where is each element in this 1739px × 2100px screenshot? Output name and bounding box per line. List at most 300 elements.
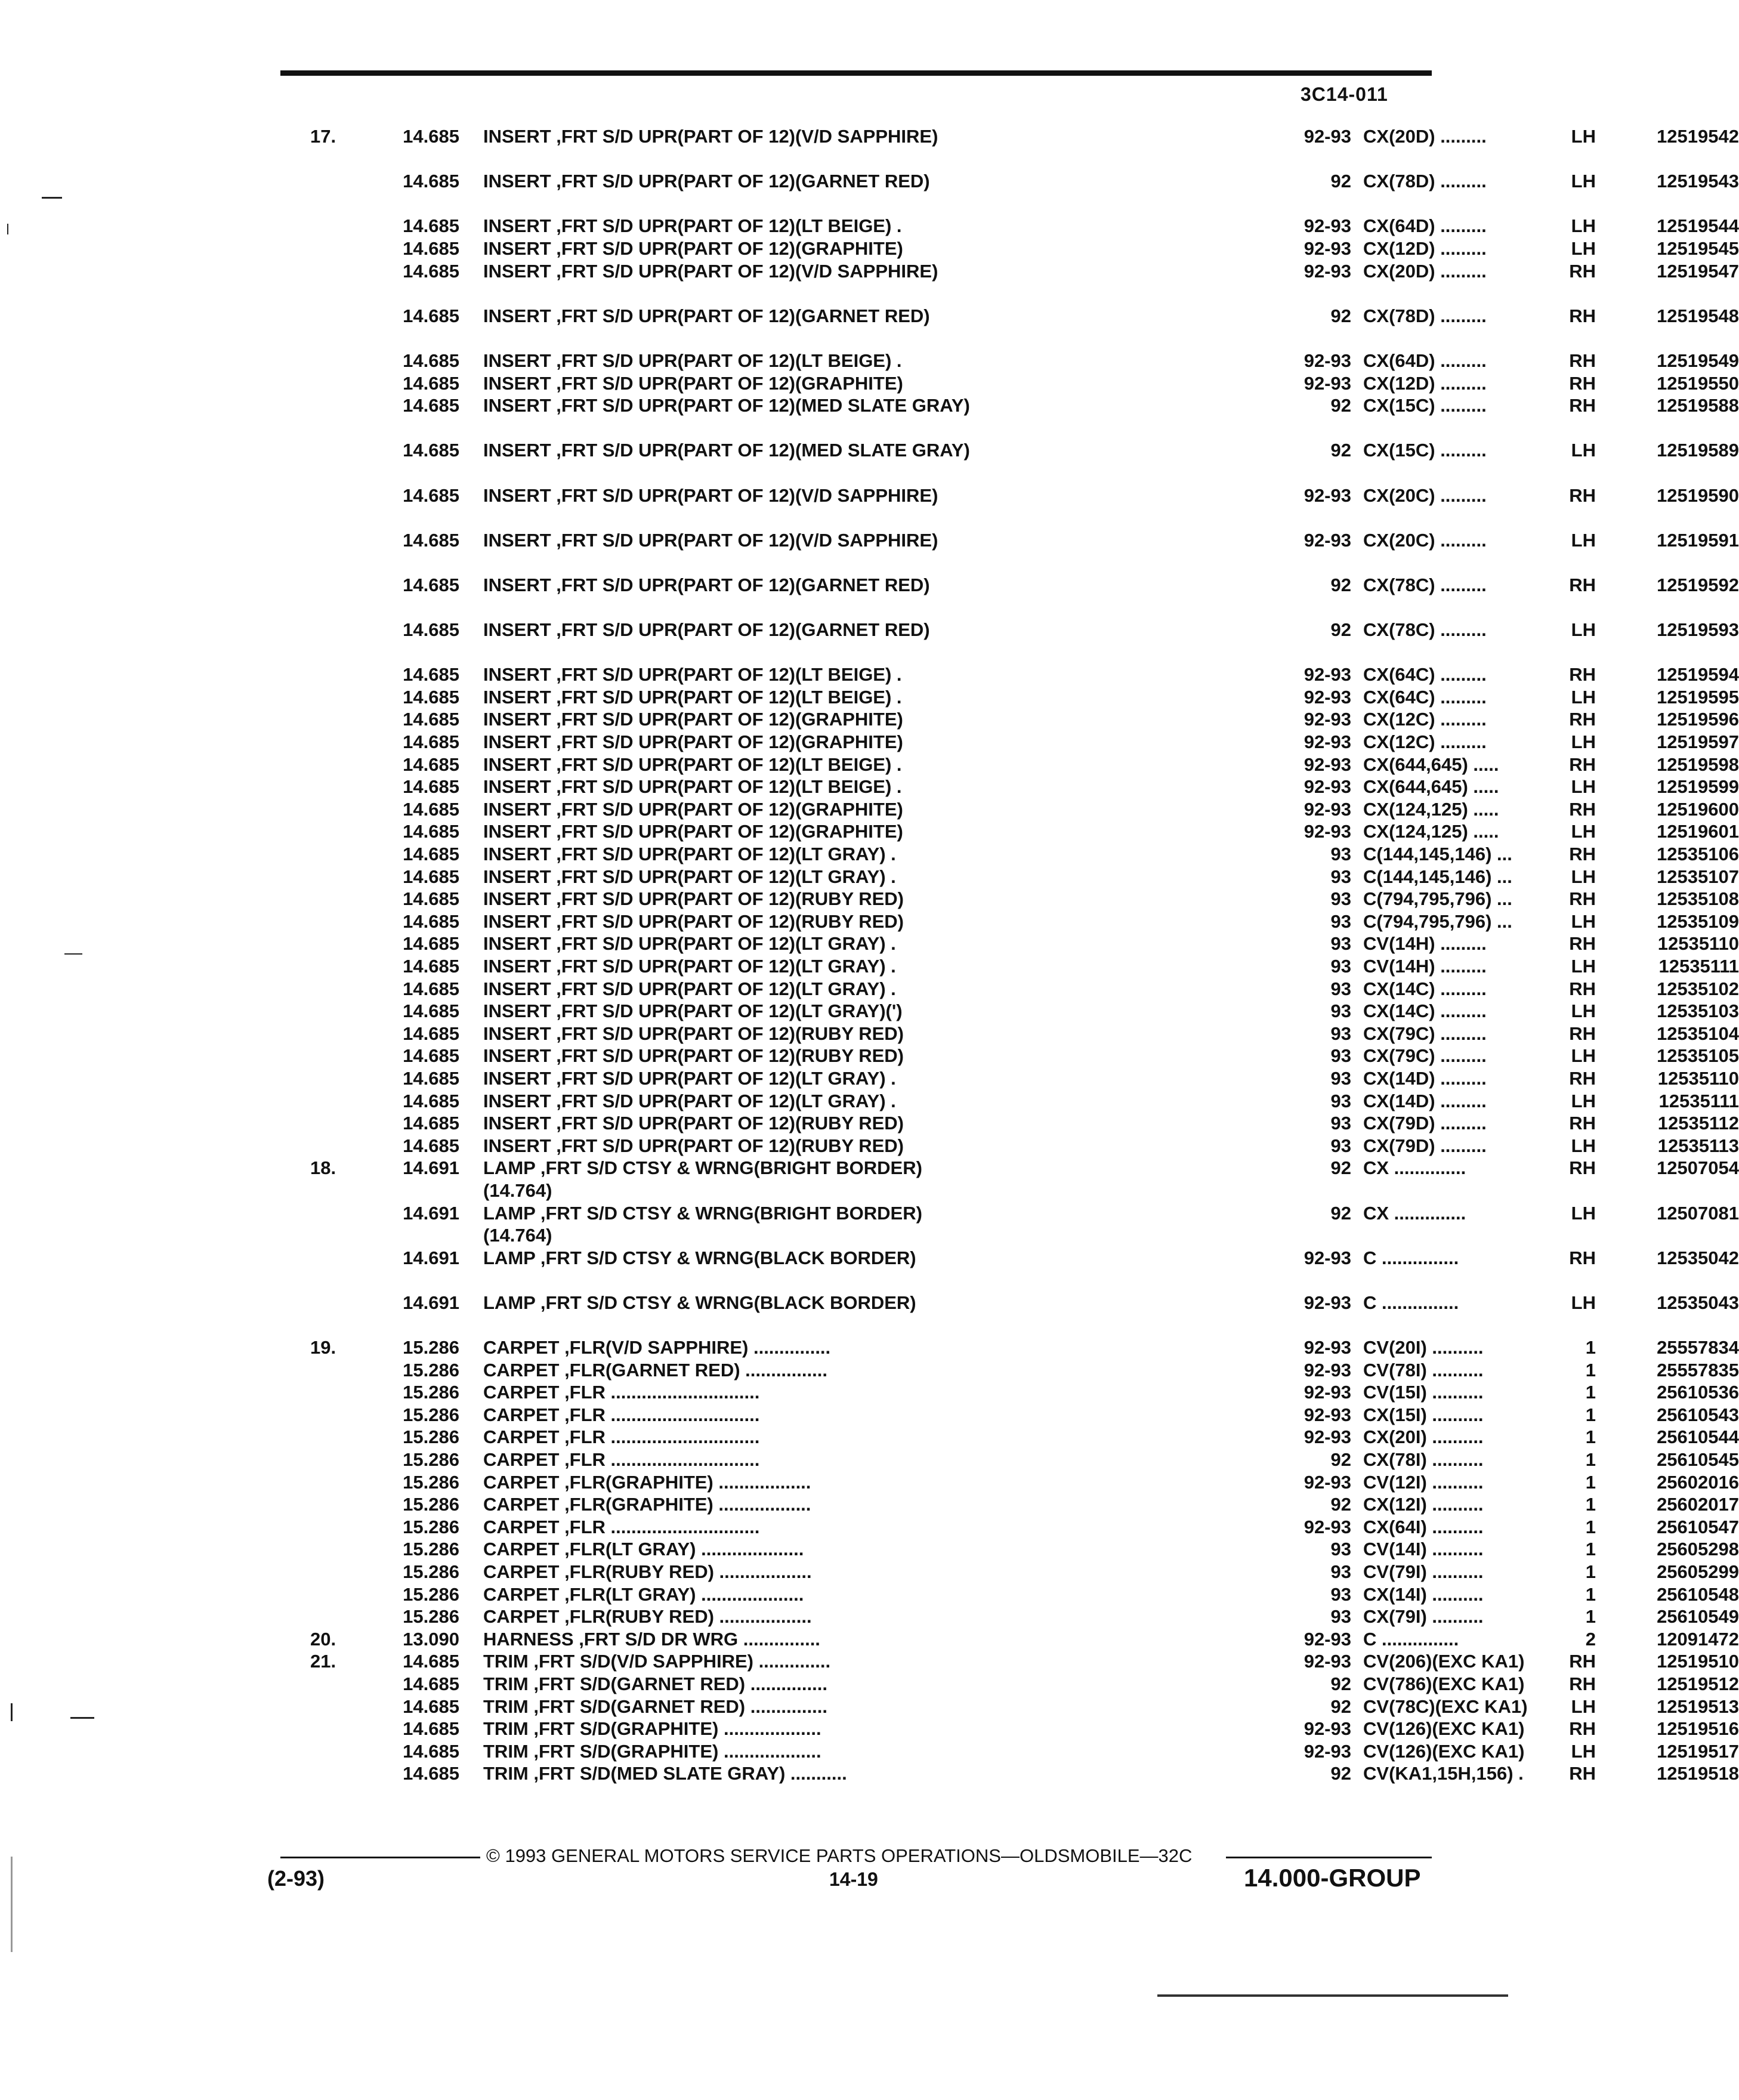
side-or-qty: LH xyxy=(1571,686,1596,708)
model-code: CX(14C) ......... xyxy=(1363,1000,1487,1022)
model-code: CX(20C) ......... xyxy=(1363,529,1487,551)
model-year: 93 xyxy=(1330,1539,1351,1560)
model-code: CX(79C) ......... xyxy=(1363,1023,1487,1044)
side-or-qty: RH xyxy=(1569,753,1596,775)
model-code: CX(64I) .......... xyxy=(1363,1516,1484,1537)
item-number: 19. xyxy=(310,1337,336,1358)
side-or-qty: LH xyxy=(1571,1292,1596,1313)
model-year: 92-93 xyxy=(1304,372,1351,394)
side-or-qty: LH xyxy=(1571,1696,1596,1717)
model-year: 92 xyxy=(1330,440,1351,461)
side-or-qty: LH xyxy=(1571,1135,1596,1156)
side-or-qty: LH xyxy=(1571,1045,1596,1067)
group-number: 14.685 xyxy=(403,1113,459,1134)
model-year: 92 xyxy=(1330,1157,1351,1179)
model-code: CX(78D) ......... xyxy=(1363,305,1487,326)
model-code: CX(20D) ......... xyxy=(1363,126,1487,147)
group-number: 14.685 xyxy=(403,776,459,798)
table-row xyxy=(310,1493,1739,1516)
part-number: 12519549 xyxy=(1657,350,1739,371)
table-row xyxy=(310,776,1739,798)
side-or-qty: RH xyxy=(1569,1718,1596,1740)
part-number: 25557835 xyxy=(1657,1359,1739,1381)
group-number: 15.286 xyxy=(403,1539,459,1560)
part-description: INSERT ,FRT S/D UPR(PART OF 12)(V/D SAPPHIRE) xyxy=(483,484,938,506)
model-year: 92-93 xyxy=(1304,126,1351,147)
side-or-qty: LH xyxy=(1571,215,1596,237)
part-description: CARPET ,FLR(LT GRAY) .................... xyxy=(483,1583,804,1605)
bottom-rule xyxy=(1157,1994,1508,1997)
part-number: 25610547 xyxy=(1657,1516,1739,1537)
part-number: 25610543 xyxy=(1657,1404,1739,1425)
part-number: 12535103 xyxy=(1657,1000,1739,1022)
model-code: CX(64C) ......... xyxy=(1363,686,1487,708)
table-row xyxy=(310,350,1739,372)
side-or-qty: LH xyxy=(1571,171,1596,192)
model-year: 92-93 xyxy=(1304,776,1351,798)
group-number: 14.685 xyxy=(403,664,459,685)
side-or-qty: RH xyxy=(1569,574,1596,595)
part-number: 12519591 xyxy=(1657,529,1739,551)
item-number: 20. xyxy=(310,1628,336,1650)
part-number: 25605298 xyxy=(1657,1539,1739,1560)
model-year: 92-93 xyxy=(1304,1516,1351,1537)
part-description: INSERT ,FRT S/D UPR(PART OF 12)(V/D SAPPHIRE) xyxy=(483,126,938,147)
model-year: 92-93 xyxy=(1304,1247,1351,1268)
part-number: 12519596 xyxy=(1657,709,1739,730)
model-code: CX(14D) ......... xyxy=(1363,1090,1487,1111)
table-row xyxy=(310,1112,1739,1135)
group-number: 14.685 xyxy=(403,1067,459,1089)
model-code: CX(78I) .......... xyxy=(1363,1449,1484,1471)
table-row xyxy=(310,125,1739,170)
group-number: 14.691 xyxy=(403,1247,459,1268)
model-year: 92-93 xyxy=(1304,1471,1351,1493)
part-description: INSERT ,FRT S/D UPR(PART OF 12)(LT GRAY) . xyxy=(483,866,896,887)
group-number: 14.685 xyxy=(403,933,459,955)
model-code: CX(124,125) ..... xyxy=(1363,821,1499,842)
model-code: CV(78C)(EXC KA1) xyxy=(1363,1696,1528,1717)
table-row xyxy=(310,1381,1739,1404)
model-code: CX(79I) .......... xyxy=(1363,1606,1484,1628)
model-code: CX(12C) ......... xyxy=(1363,709,1487,730)
part-number: 25557834 xyxy=(1657,1337,1739,1358)
part-number: 25610536 xyxy=(1657,1382,1739,1403)
table-row xyxy=(310,305,1739,350)
part-number: 12535111 xyxy=(1658,955,1739,977)
group-number: 14.685 xyxy=(403,1045,459,1067)
table-row xyxy=(310,910,1739,933)
table-row xyxy=(310,1449,1739,1471)
table-row xyxy=(310,1471,1739,1494)
part-description: INSERT ,FRT S/D UPR(PART OF 12)(GRAPHITE) xyxy=(483,798,903,820)
model-code: CX(79D) ......... xyxy=(1363,1135,1487,1156)
model-code: CX(79D) ......... xyxy=(1363,1113,1487,1134)
footer-rule-right xyxy=(1226,1857,1432,1858)
side-or-qty: 1 xyxy=(1585,1561,1596,1582)
side-or-qty: RH xyxy=(1569,844,1596,864)
side-or-qty: LH xyxy=(1571,126,1596,147)
side-or-qty: 1 xyxy=(1585,1337,1596,1358)
group-number: 14.685 xyxy=(403,821,459,842)
part-description: INSERT ,FRT S/D UPR(PART OF 12)(LT BEIGE) . xyxy=(483,776,902,798)
part-description: INSERT ,FRT S/D UPR(PART OF 12)(LT BEIGE) . xyxy=(483,664,902,685)
table-row xyxy=(310,1583,1739,1606)
model-year: 93 xyxy=(1330,1067,1351,1089)
table-row xyxy=(310,260,1739,305)
model-code: CX(15C) ......... xyxy=(1363,440,1487,461)
model-year: 92 xyxy=(1330,1763,1351,1784)
group-number: 14.685 xyxy=(403,731,459,753)
table-row xyxy=(310,1740,1739,1763)
part-number: 12535112 xyxy=(1657,1113,1739,1134)
model-year: 92 xyxy=(1330,1202,1351,1224)
side-or-qty: RH xyxy=(1569,1067,1596,1089)
model-code: CV(79I) .......... xyxy=(1363,1561,1484,1582)
scan-mark xyxy=(7,224,8,234)
part-description: CARPET ,FLR ............................. xyxy=(483,1516,760,1537)
table-row xyxy=(310,1359,1739,1382)
group-number: 14.685 xyxy=(403,484,459,506)
top-rule xyxy=(280,70,1432,76)
scan-mark xyxy=(11,1857,13,1952)
table-row xyxy=(310,1650,1739,1673)
part-number: 25610549 xyxy=(1657,1606,1739,1628)
side-or-qty: 1 xyxy=(1585,1494,1596,1515)
part-number: 12519542 xyxy=(1657,126,1739,147)
part-description: INSERT ,FRT S/D UPR(PART OF 12)(GARNET RED) xyxy=(483,619,930,641)
part-description: INSERT ,FRT S/D UPR(PART OF 12)(RUBY RED) xyxy=(483,1135,904,1156)
group-number: 15.286 xyxy=(403,1516,459,1537)
part-number: 12519512 xyxy=(1657,1673,1739,1694)
model-code: C(144,145,146) ... xyxy=(1363,844,1512,864)
side-or-qty: LH xyxy=(1571,237,1596,259)
table-row xyxy=(310,237,1739,260)
part-description: LAMP ,FRT S/D CTSY & WRNG(BRIGHT BORDER)(14.764) xyxy=(483,1202,922,1246)
group-number: 14.685 xyxy=(403,529,459,551)
part-description: TRIM ,FRT S/D(GARNET RED) ............... xyxy=(483,1696,827,1717)
side-or-qty: LH xyxy=(1571,619,1596,641)
part-number: 25610544 xyxy=(1657,1426,1739,1448)
part-description: INSERT ,FRT S/D UPR(PART OF 12)(GRAPHITE) xyxy=(483,237,903,259)
group-number: 14.685 xyxy=(403,1740,459,1762)
parts-list xyxy=(310,125,1739,1785)
part-description: INSERT ,FRT S/D UPR(PART OF 12)(GRAPHITE) xyxy=(483,709,903,730)
part-number: 12519544 xyxy=(1657,215,1739,237)
model-year: 92-93 xyxy=(1304,798,1351,820)
model-code: CV(126)(EXC KA1) xyxy=(1363,1740,1525,1762)
side-or-qty: LH xyxy=(1571,1000,1596,1022)
model-year: 92-93 xyxy=(1304,686,1351,708)
side-or-qty: LH xyxy=(1571,955,1596,977)
group-label: 14.000-GROUP xyxy=(1244,1864,1421,1892)
part-number: 12519543 xyxy=(1657,171,1739,192)
model-year: 93 xyxy=(1330,1135,1351,1156)
part-number: 12519516 xyxy=(1657,1718,1739,1740)
side-or-qty: RH xyxy=(1569,1157,1596,1179)
model-year: 93 xyxy=(1330,866,1351,887)
part-description: INSERT ,FRT S/D UPR(PART OF 12)(V/D SAPPHIRE) xyxy=(483,260,938,282)
model-code: C(794,795,796) ... xyxy=(1363,910,1512,932)
model-year: 92-93 xyxy=(1304,709,1351,730)
model-year: 92-93 xyxy=(1304,821,1351,842)
group-number: 15.286 xyxy=(403,1583,459,1605)
table-row xyxy=(310,1336,1739,1359)
group-number: 14.685 xyxy=(403,1090,459,1111)
table-row xyxy=(310,1023,1739,1045)
model-code: CV(20I) .......... xyxy=(1363,1337,1484,1358)
part-number: 12519595 xyxy=(1657,686,1739,708)
table-row xyxy=(310,1157,1739,1202)
table-row xyxy=(310,1404,1739,1426)
part-description: INSERT ,FRT S/D UPR(PART OF 12)(LT GRAY) . xyxy=(483,1090,896,1111)
side-or-qty: LH xyxy=(1571,1090,1596,1111)
part-number: 12519588 xyxy=(1657,395,1739,416)
model-code: CV(15I) .......... xyxy=(1363,1382,1484,1403)
group-number: 14.685 xyxy=(403,1000,459,1022)
model-code: CV(126)(EXC KA1) xyxy=(1363,1718,1525,1740)
part-description: INSERT ,FRT S/D UPR(PART OF 12)(LT BEIGE) . xyxy=(483,350,902,371)
group-number: 15.286 xyxy=(403,1494,459,1515)
side-or-qty: 1 xyxy=(1585,1426,1596,1448)
scan-mark xyxy=(70,1717,94,1719)
group-number: 14.685 xyxy=(403,619,459,641)
model-year: 92-93 xyxy=(1304,1628,1351,1650)
group-number: 15.286 xyxy=(403,1606,459,1628)
table-row xyxy=(310,574,1739,619)
footer-rule-left xyxy=(280,1857,480,1858)
scan-mark xyxy=(11,1703,13,1721)
table-row xyxy=(310,663,1739,686)
model-year: 92-93 xyxy=(1304,237,1351,259)
side-or-qty: LH xyxy=(1571,529,1596,551)
part-description: CARPET ,FLR(LT GRAY) .................... xyxy=(483,1539,804,1560)
model-code: CX(14C) ......... xyxy=(1363,978,1487,999)
group-number: 14.691 xyxy=(403,1292,459,1313)
group-number: 14.685 xyxy=(403,866,459,887)
part-number: 12507081 xyxy=(1657,1202,1739,1224)
side-or-qty: RH xyxy=(1569,1113,1596,1134)
model-code: CX .............. xyxy=(1363,1157,1466,1179)
part-number: 12519510 xyxy=(1657,1651,1739,1672)
model-year: 93 xyxy=(1330,1561,1351,1582)
side-or-qty: RH xyxy=(1569,888,1596,910)
group-number: 14.685 xyxy=(403,753,459,775)
part-number: 12535106 xyxy=(1657,844,1739,864)
side-or-qty: LH xyxy=(1571,1740,1596,1762)
model-code: CX(644,645) ..... xyxy=(1363,753,1499,775)
side-or-qty: RH xyxy=(1569,1023,1596,1044)
side-or-qty: 1 xyxy=(1585,1449,1596,1471)
group-number: 15.286 xyxy=(403,1426,459,1448)
group-number: 14.685 xyxy=(403,1763,459,1784)
model-year: 92-93 xyxy=(1304,1292,1351,1313)
side-or-qty: LH xyxy=(1571,1202,1596,1224)
table-row xyxy=(310,1628,1739,1651)
model-year: 92-93 xyxy=(1304,1718,1351,1740)
model-year: 93 xyxy=(1330,1090,1351,1111)
group-number: 14.685 xyxy=(403,395,459,416)
model-year: 93 xyxy=(1330,910,1351,932)
model-code: C ............... xyxy=(1363,1292,1459,1313)
part-number: 12519597 xyxy=(1657,731,1739,753)
side-or-qty: LH xyxy=(1571,866,1596,887)
model-code: CX(78D) ......... xyxy=(1363,171,1487,192)
group-number: 14.685 xyxy=(403,709,459,730)
table-row xyxy=(310,978,1739,1000)
model-code: CX(14I) .......... xyxy=(1363,1583,1484,1605)
part-number: 12535102 xyxy=(1657,978,1739,999)
group-number: 14.685 xyxy=(403,1651,459,1672)
table-row xyxy=(310,1426,1739,1449)
model-year: 92-93 xyxy=(1304,1740,1351,1762)
scan-mark xyxy=(64,953,82,955)
side-or-qty: RH xyxy=(1569,350,1596,371)
side-or-qty: RH xyxy=(1569,1651,1596,1672)
group-number: 15.286 xyxy=(403,1471,459,1493)
side-or-qty: RH xyxy=(1569,1247,1596,1268)
model-year: 93 xyxy=(1330,1113,1351,1134)
model-year: 92 xyxy=(1330,395,1351,416)
group-number: 14.685 xyxy=(403,910,459,932)
model-year: 93 xyxy=(1330,888,1351,910)
side-or-qty: LH xyxy=(1571,776,1596,798)
model-year: 92 xyxy=(1330,305,1351,326)
side-or-qty: RH xyxy=(1569,372,1596,394)
side-or-qty: RH xyxy=(1569,305,1596,326)
group-number: 13.090 xyxy=(403,1628,459,1650)
model-year: 92-93 xyxy=(1304,215,1351,237)
part-description: CARPET ,FLR(GRAPHITE) .................. xyxy=(483,1494,811,1515)
table-row xyxy=(310,1561,1739,1583)
side-or-qty: RH xyxy=(1569,260,1596,282)
side-or-qty: 1 xyxy=(1585,1516,1596,1537)
item-number: 21. xyxy=(310,1651,336,1672)
part-number: 12519517 xyxy=(1657,1740,1739,1762)
side-or-qty: RH xyxy=(1569,1673,1596,1694)
part-description: CARPET ,FLR(V/D SAPPHIRE) ............... xyxy=(483,1337,831,1358)
group-number: 15.286 xyxy=(403,1359,459,1381)
part-number: 12091472 xyxy=(1657,1628,1739,1650)
table-row xyxy=(310,955,1739,978)
model-year: 93 xyxy=(1330,1045,1351,1067)
group-number: 14.685 xyxy=(403,1135,459,1156)
model-code: CV(KA1,15H,156) . xyxy=(1363,1763,1524,1784)
side-or-qty: 1 xyxy=(1585,1471,1596,1493)
part-number: 12535108 xyxy=(1657,888,1739,910)
table-row xyxy=(310,394,1739,439)
side-or-qty: RH xyxy=(1569,664,1596,685)
part-description: INSERT ,FRT S/D UPR(PART OF 12)(LT BEIGE) . xyxy=(483,753,902,775)
side-or-qty: 1 xyxy=(1585,1583,1596,1605)
part-description: INSERT ,FRT S/D UPR(PART OF 12)(LT GRAY) . xyxy=(483,955,896,977)
part-number: 12519513 xyxy=(1657,1696,1739,1717)
model-code: CV(12I) .......... xyxy=(1363,1471,1484,1493)
part-number: 12535110 xyxy=(1657,933,1739,955)
model-code: CX(12D) ......... xyxy=(1363,372,1487,394)
model-code: CX(78C) ......... xyxy=(1363,574,1487,595)
part-description: CARPET ,FLR ............................. xyxy=(483,1382,760,1403)
model-year: 93 xyxy=(1330,978,1351,999)
table-row xyxy=(310,1292,1739,1336)
model-code: CX(12C) ......... xyxy=(1363,731,1487,753)
table-row xyxy=(310,215,1739,237)
group-number: 14.685 xyxy=(403,1023,459,1044)
part-description: TRIM ,FRT S/D(GARNET RED) ............... xyxy=(483,1673,827,1694)
part-description: CARPET ,FLR(GRAPHITE) .................. xyxy=(483,1471,811,1493)
side-or-qty: 1 xyxy=(1585,1539,1596,1560)
group-number: 14.685 xyxy=(403,686,459,708)
page-code: 3C14-011 xyxy=(1301,84,1388,105)
part-number: 12519550 xyxy=(1657,372,1739,394)
part-description: TRIM ,FRT S/D(GRAPHITE) ................... xyxy=(483,1718,821,1740)
part-number: 12519599 xyxy=(1657,776,1739,798)
group-number: 14.685 xyxy=(403,237,459,259)
model-code: CX(64D) ......... xyxy=(1363,350,1487,371)
model-year: 92 xyxy=(1330,619,1351,641)
model-code: CV(78I) .......... xyxy=(1363,1359,1484,1381)
model-code: CX(12D) ......... xyxy=(1363,237,1487,259)
table-row xyxy=(310,619,1739,663)
table-row xyxy=(310,1202,1739,1247)
part-description: CARPET ,FLR ............................. xyxy=(483,1426,760,1448)
part-description: LAMP ,FRT S/D CTSY & WRNG(BLACK BORDER) xyxy=(483,1292,916,1313)
group-number: 14.685 xyxy=(403,440,459,461)
model-code: CV(14H) ......... xyxy=(1363,955,1487,977)
part-number: 12535109 xyxy=(1657,910,1739,932)
part-description: CARPET ,FLR(RUBY RED) .................. xyxy=(483,1561,812,1582)
part-description: INSERT ,FRT S/D UPR(PART OF 12)(GARNET RED) xyxy=(483,574,930,595)
group-number: 14.685 xyxy=(403,888,459,910)
part-description: INSERT ,FRT S/D UPR(PART OF 12)(MED SLATE GRAY) xyxy=(483,395,970,416)
model-code: CV(14I) .......... xyxy=(1363,1539,1484,1560)
model-year: 92-93 xyxy=(1304,1382,1351,1403)
part-description: CARPET ,FLR ............................. xyxy=(483,1404,760,1425)
part-description: INSERT ,FRT S/D UPR(PART OF 12)(GRAPHITE) xyxy=(483,372,903,394)
part-description: CARPET ,FLR(GARNET RED) ................ xyxy=(483,1359,827,1381)
part-number: 12535110 xyxy=(1657,1067,1739,1089)
group-number: 15.286 xyxy=(403,1337,459,1358)
side-or-qty: LH xyxy=(1571,910,1596,932)
model-year: 92-93 xyxy=(1304,1404,1351,1425)
group-number: 14.685 xyxy=(403,574,459,595)
table-row xyxy=(310,1605,1739,1628)
group-number: 14.685 xyxy=(403,1696,459,1717)
model-code: CX(78C) ......... xyxy=(1363,619,1487,641)
model-year: 92-93 xyxy=(1304,484,1351,506)
table-row xyxy=(310,1696,1739,1718)
model-year: 92 xyxy=(1330,1494,1351,1515)
item-number: 18. xyxy=(310,1157,336,1179)
side-or-qty: 1 xyxy=(1585,1382,1596,1403)
group-number: 14.685 xyxy=(403,844,459,864)
table-row xyxy=(310,1090,1739,1113)
group-number: 14.685 xyxy=(403,305,459,326)
part-description: INSERT ,FRT S/D UPR(PART OF 12)(GARNET RED) xyxy=(483,305,930,326)
part-description: HARNESS ,FRT S/D DR WRG ............... xyxy=(483,1628,820,1650)
table-row xyxy=(310,1718,1739,1740)
group-number: 14.685 xyxy=(403,1673,459,1694)
table-row xyxy=(310,1000,1739,1023)
group-number: 14.685 xyxy=(403,798,459,820)
model-code: CX(79C) ......... xyxy=(1363,1045,1487,1067)
part-description: INSERT ,FRT S/D UPR(PART OF 12)(GARNET RED) xyxy=(483,171,930,192)
table-row xyxy=(310,1067,1739,1090)
table-row xyxy=(310,1045,1739,1067)
model-year: 93 xyxy=(1330,1606,1351,1628)
part-description: INSERT ,FRT S/D UPR(PART OF 12)(LT GRAY) . xyxy=(483,844,896,864)
part-number: 12519547 xyxy=(1657,260,1739,282)
